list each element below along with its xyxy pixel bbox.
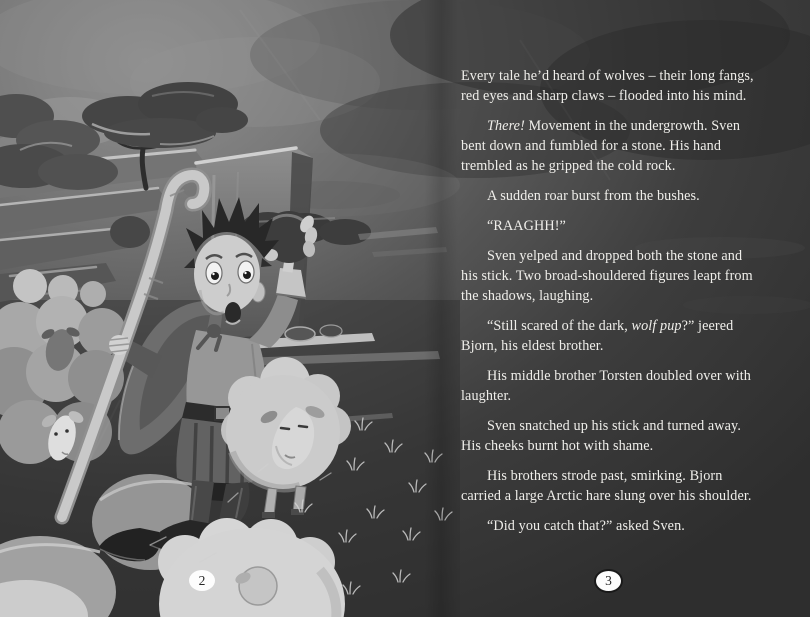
story-paragraph [461, 466, 783, 506]
story-line [461, 436, 783, 456]
story-paragraph [461, 66, 783, 106]
story-segment: There! [487, 118, 525, 134]
story-line [461, 366, 783, 386]
story-paragraph [461, 366, 783, 406]
story-line [461, 316, 783, 336]
story-segment: carried a large Arctic hare slung over his shoulder. [461, 488, 752, 504]
story-line [461, 516, 783, 536]
story-paragraph [461, 246, 783, 306]
story-segment: “Did you catch that?” asked Sven. [487, 518, 685, 534]
story-line [461, 266, 783, 286]
page-number-right [594, 569, 623, 593]
story-segment: “Still scared of the dark, [487, 318, 632, 334]
story-line [461, 66, 783, 86]
story-segment: the shadows, laughing. [461, 288, 594, 304]
story-line [461, 486, 783, 506]
story-line [461, 286, 783, 306]
story-segment: Sven yelped and dropped both the stone and [487, 248, 743, 264]
story-line [461, 386, 783, 406]
story-segment: his stick. Two broad-shouldered figures leapt from [461, 268, 753, 284]
page-number-left-value: 2 [198, 572, 206, 588]
story-segment: Every tale he’d heard of wolves – their long fangs, [461, 68, 754, 84]
story-line [461, 246, 783, 266]
story-segment: wolf pup [631, 318, 682, 334]
story-segment: red eyes and sharp claws – flooded into his mind. [461, 88, 747, 104]
story-line [461, 336, 783, 356]
story-line [461, 416, 783, 436]
story-paragraph [461, 516, 783, 536]
story-segment: “RAAGHH!” [487, 218, 566, 234]
story-segment: bent down and fumbled for a stone. His hand [461, 138, 722, 154]
story-paragraph [461, 216, 783, 236]
story-paragraph [461, 316, 783, 356]
story-segment: Movement in the undergrowth. Sven [524, 118, 741, 134]
story-segment: laughter. [461, 388, 512, 404]
story-segment: Bjorn, his eldest brother. [461, 338, 604, 354]
story-segment: A sudden roar burst from the bushes. [487, 188, 700, 204]
story-line [461, 136, 783, 156]
page-number-left [189, 570, 215, 591]
story-segment: Sven snatched up his stick and turned away. [487, 418, 741, 434]
story-line [461, 116, 783, 136]
story-paragraph [461, 186, 783, 206]
story-segment: trembled as he gripped the cold rock. [461, 158, 676, 174]
page-number-right-value: 3 [605, 573, 612, 588]
story-segment: ?” jeered [681, 318, 734, 334]
story-segment: His cheeks burnt hot with shame. [461, 438, 654, 454]
story-segment: His middle brother Torsten doubled over with [487, 368, 751, 384]
story-text-block [461, 66, 783, 546]
story-line [461, 86, 783, 106]
story-segment: His brothers strode past, smirking. Bjorn [487, 468, 723, 484]
story-line [461, 156, 783, 176]
story-paragraph [461, 416, 783, 456]
story-line [461, 186, 783, 206]
story-line [461, 466, 783, 486]
story-line [461, 216, 783, 236]
story-paragraph [461, 116, 783, 176]
